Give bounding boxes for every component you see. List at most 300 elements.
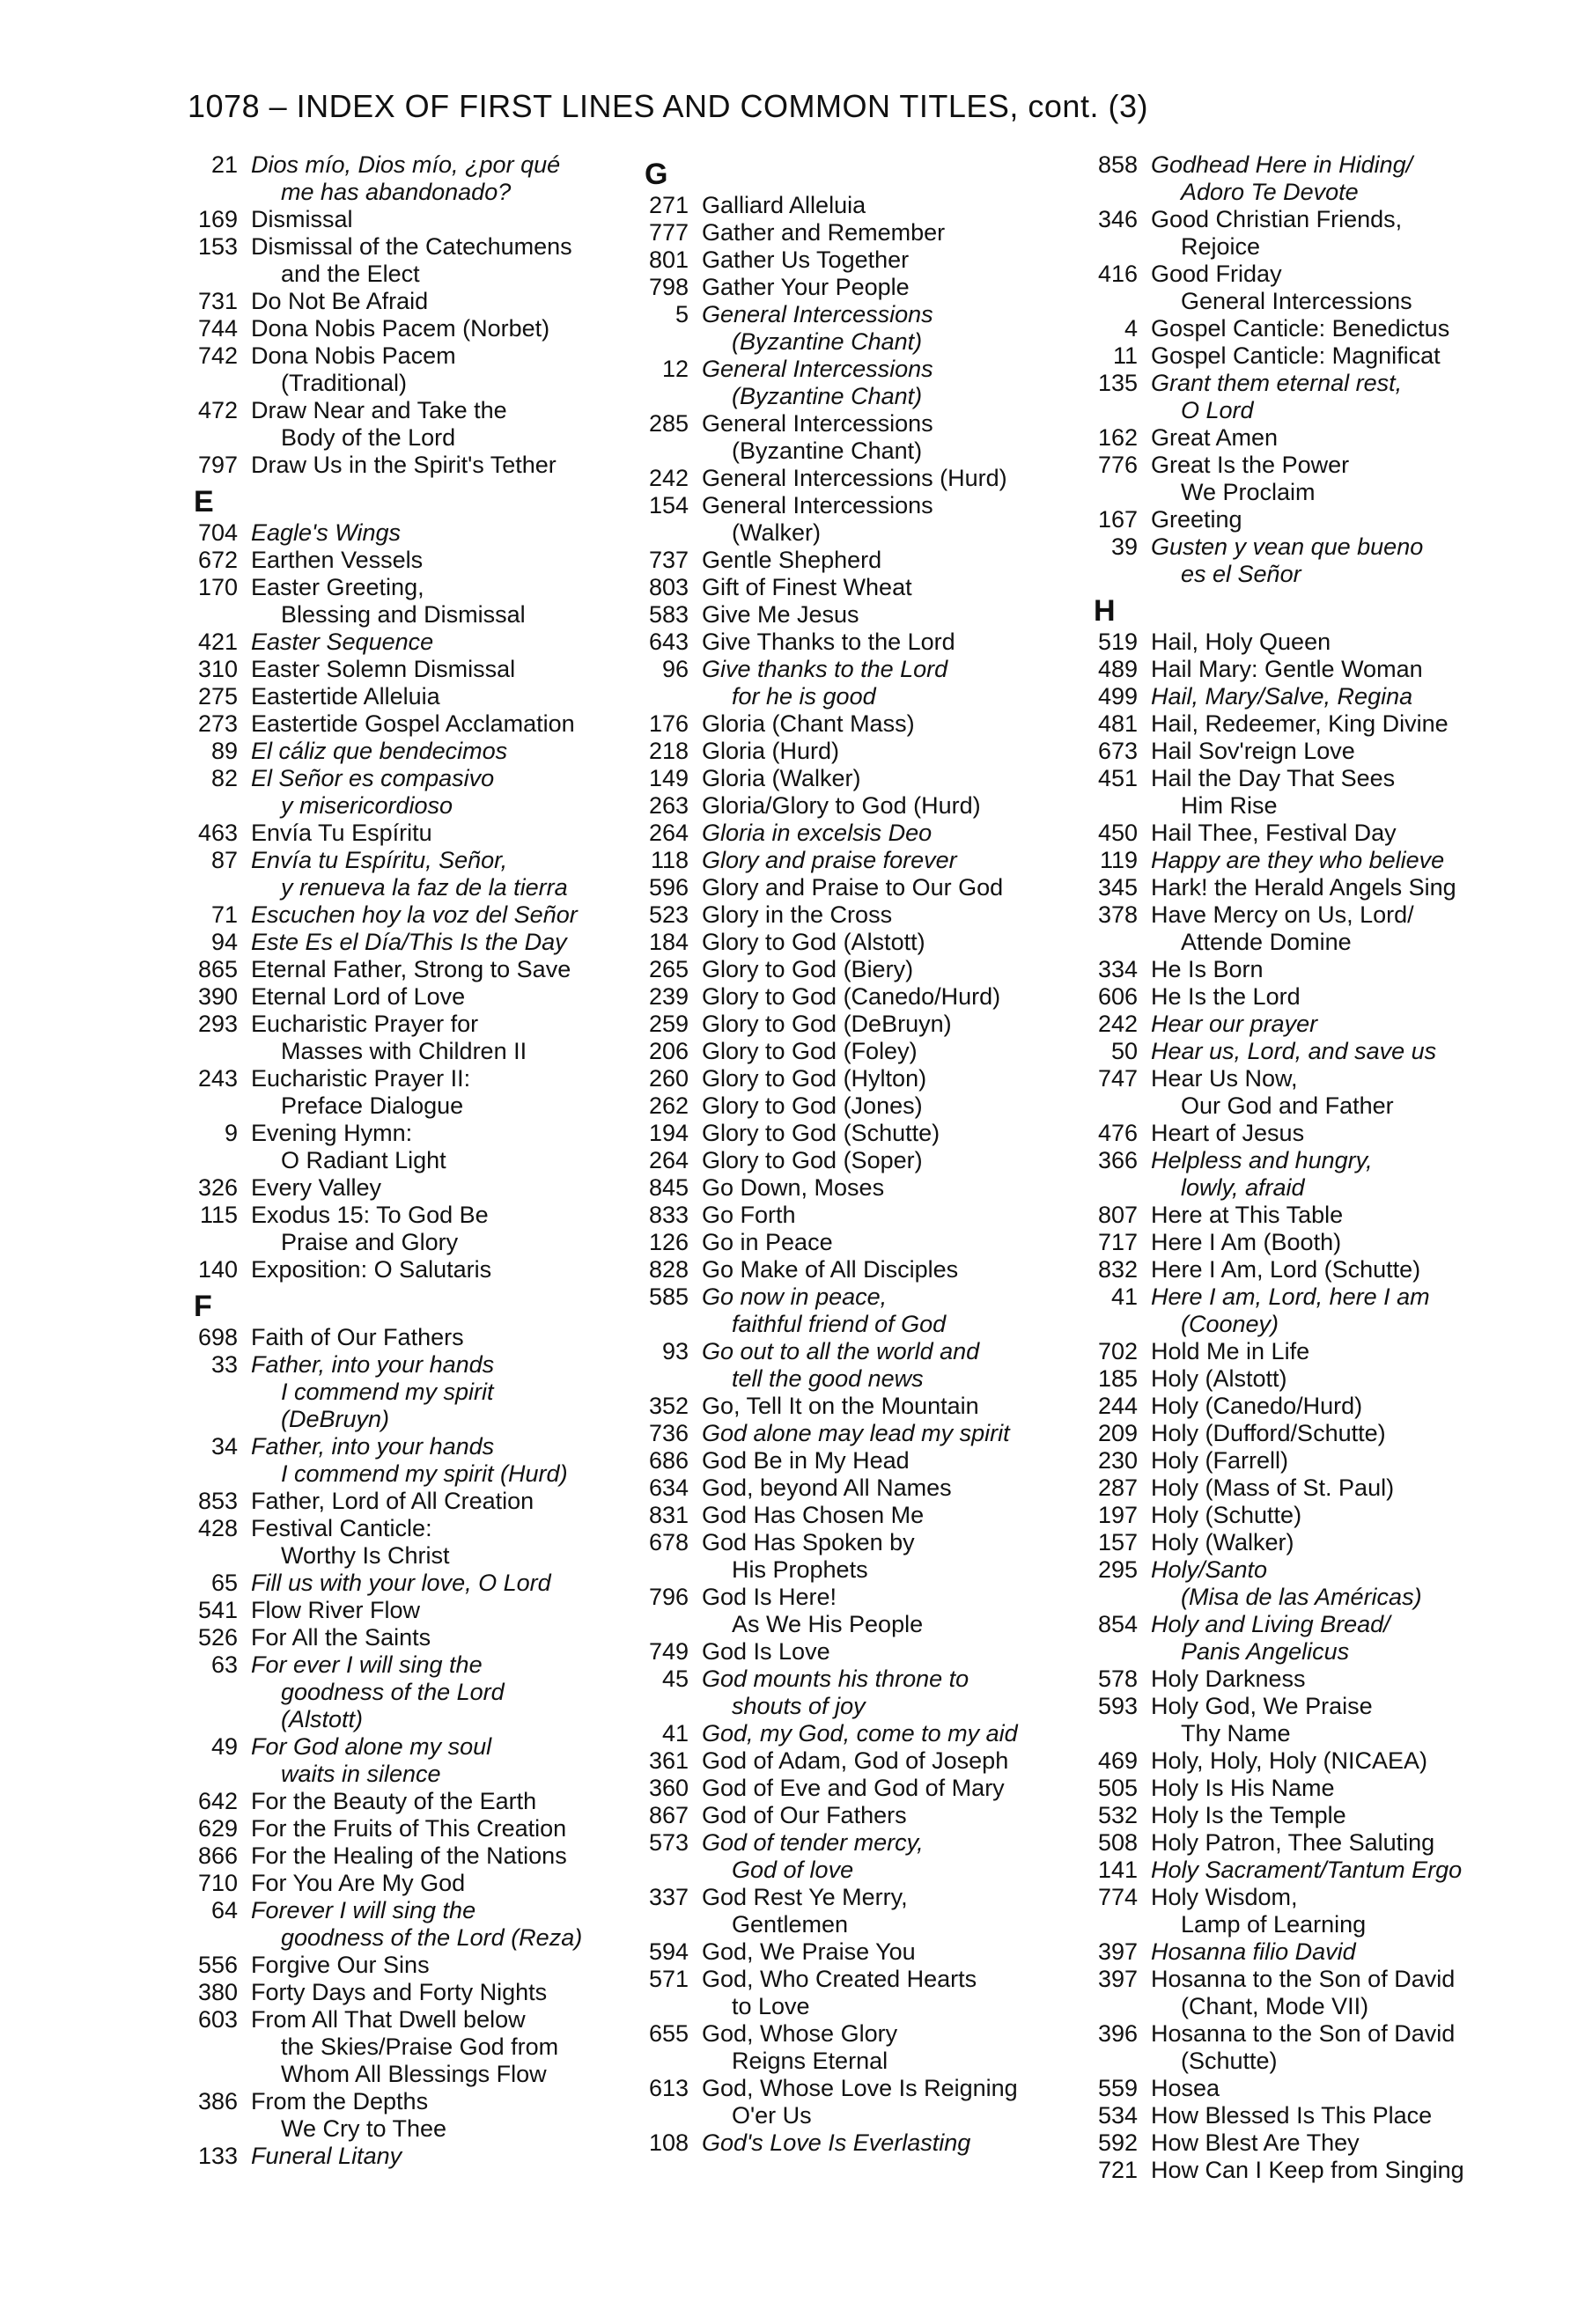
- index-entry: [1076, 874, 1552, 901]
- title-line: General Intercessions: [702, 410, 933, 437]
- index-entry: [627, 1202, 1102, 1229]
- hymn-title: [689, 356, 1089, 410]
- title-continuation: His Prophets: [732, 1556, 868, 1583]
- index-entry: [627, 1092, 1102, 1120]
- hymn-number: 833: [648, 1202, 689, 1228]
- index-entry: [176, 1433, 652, 1488]
- section-letter: F: [194, 1290, 212, 1323]
- title-continuation: (Walker): [732, 519, 821, 546]
- title-line: Hosea: [1151, 2075, 1220, 2101]
- index-entry: [627, 765, 1102, 792]
- index-entry: [627, 2075, 1102, 2129]
- hymn-number: 293: [197, 1011, 238, 1037]
- title-line: Glory to God (Alstott): [702, 929, 925, 955]
- hymn-title: [238, 929, 638, 956]
- title-line: Here at This Table: [1151, 1202, 1344, 1228]
- title-line: Go Forth: [702, 1202, 796, 1228]
- hymn-title: [1138, 315, 1538, 342]
- hymn-number: 157: [1097, 1529, 1138, 1555]
- index-entry: [176, 1570, 652, 1597]
- hymn-number: 541: [197, 1597, 238, 1623]
- hymn-number: 11: [1112, 342, 1138, 369]
- title-line: Father, Lord of All Creation: [251, 1488, 534, 1514]
- index-entry: [627, 1502, 1102, 1529]
- hymn-title: [689, 1447, 1089, 1475]
- index-column-2: [627, 151, 1102, 2157]
- hymn-number: 96: [661, 656, 689, 682]
- hymn-title: [689, 2075, 1089, 2129]
- hymn-number: 287: [1097, 1475, 1138, 1501]
- index-entry: [627, 1011, 1102, 1038]
- index-entry: [1076, 765, 1552, 820]
- hymn-number: 89: [210, 738, 238, 764]
- title-line: Give Thanks to the Lord: [702, 629, 955, 655]
- title-line: From All That Dwell below: [251, 2006, 526, 2033]
- title-continuation: to Love: [732, 1993, 810, 2019]
- title-line: Gospel Canticle: Benedictus: [1151, 315, 1450, 342]
- hymn-title: [238, 710, 638, 738]
- hymn-number: 450: [1097, 820, 1138, 846]
- hymn-title: [1138, 1147, 1538, 1202]
- hymn-title: [238, 233, 638, 288]
- hymn-title: [238, 1202, 638, 1256]
- title-continuation: (Alstott): [281, 1706, 364, 1732]
- index-entry: [176, 683, 652, 710]
- hymn-title: [1138, 261, 1538, 315]
- index-entry: [627, 1120, 1102, 1147]
- title-line: God, Who Created Hearts: [702, 1966, 977, 1992]
- title-line: He Is Born: [1151, 956, 1264, 982]
- index-entry: [176, 1733, 652, 1788]
- index-entry: [176, 1815, 652, 1842]
- index-entry: [1076, 1420, 1552, 1447]
- title-line: God, beyond All Names: [702, 1475, 952, 1501]
- hymn-number: 140: [197, 1256, 238, 1283]
- hymn-number: 698: [197, 1324, 238, 1350]
- title-line: General Intercessions: [702, 492, 933, 518]
- index-entry: [176, 519, 652, 547]
- index-entry: [627, 2020, 1102, 2075]
- hymn-title: [238, 1570, 638, 1597]
- title-continuation: Masses with Children II: [281, 1038, 527, 1064]
- hymn-title: [238, 315, 638, 342]
- hymn-number: 378: [1097, 901, 1138, 928]
- title-line: Hail Mary: Gentle Woman: [1151, 656, 1423, 682]
- hymn-title: [1138, 533, 1538, 588]
- hymn-number: 141: [1097, 1857, 1138, 1883]
- title-continuation: General Intercessions: [1181, 288, 1412, 314]
- title-line: God's Love Is Everlasting: [702, 2129, 971, 2156]
- title-line: Hail, Mary/Salve, Regina: [1151, 683, 1413, 710]
- hymn-title: [689, 874, 1089, 901]
- title-line: Godhead Here in Hiding/: [1151, 151, 1413, 178]
- title-line: Gather and Remember: [702, 219, 946, 246]
- title-line: Gloria (Chant Mass): [702, 710, 915, 737]
- index-entry: [1076, 1393, 1552, 1420]
- index-entry: [176, 397, 652, 452]
- hymn-title: [1138, 1666, 1538, 1693]
- hymn-number: 845: [648, 1174, 689, 1201]
- hymn-title: [689, 929, 1089, 956]
- hymn-title: [689, 547, 1089, 574]
- title-continuation: (DeBruyn): [281, 1406, 390, 1432]
- hymn-number: 642: [197, 1788, 238, 1814]
- hymn-title: [689, 246, 1089, 274]
- index-entry: [176, 2006, 652, 2088]
- index-entry: [1076, 738, 1552, 765]
- index-entry: [627, 629, 1102, 656]
- hymn-title: [1138, 820, 1538, 847]
- hymn-number: 108: [648, 2129, 689, 2156]
- hymn-number: 185: [1097, 1365, 1138, 1392]
- title-line: Holy, Holy, Holy (NICAEA): [1151, 1747, 1428, 1774]
- hymn-number: 736: [648, 1420, 689, 1446]
- hymn-number: 271: [648, 192, 689, 218]
- title-line: Eucharistic Prayer for: [251, 1011, 479, 1037]
- hymn-title: [1138, 1775, 1538, 1802]
- hymn-title: [238, 983, 638, 1011]
- hymn-title: [689, 1775, 1089, 1802]
- title-continuation: goodness of the Lord (Reza): [281, 1924, 583, 1951]
- title-continuation: Attende Domine: [1181, 929, 1352, 955]
- title-line: God Is Love: [702, 1638, 830, 1665]
- hymn-number: 717: [1097, 1229, 1138, 1255]
- index-entry: [176, 2143, 652, 2170]
- title-line: Funeral Litany: [251, 2143, 402, 2169]
- title-line: Hold Me in Life: [1151, 1338, 1310, 1364]
- hymn-title: [689, 601, 1089, 629]
- hymn-title: [689, 820, 1089, 847]
- title-continuation: Body of the Lord: [281, 424, 456, 451]
- title-line: Here I Am (Booth): [1151, 1229, 1342, 1255]
- hymn-number: 244: [1097, 1393, 1138, 1419]
- index-entry: [627, 1393, 1102, 1420]
- index-entry: [627, 246, 1102, 274]
- hymn-title: [1138, 1038, 1538, 1065]
- hymn-title: [238, 2088, 638, 2143]
- index-entry: [1076, 1857, 1552, 1884]
- hymn-number: 481: [1097, 710, 1138, 737]
- hymn-title: [238, 288, 638, 315]
- index-entry: [627, 1229, 1102, 1256]
- hymn-title: [689, 901, 1089, 929]
- index-entry: [627, 656, 1102, 710]
- title-line: Easter Sequence: [251, 629, 434, 655]
- title-line: God, Whose Glory: [702, 2020, 898, 2047]
- title-line: Hear us, Lord, and save us: [1151, 1038, 1437, 1064]
- title-line: Happy are they who believe: [1151, 847, 1445, 873]
- hymn-number: 71: [210, 901, 238, 928]
- index-entry: [1076, 820, 1552, 847]
- title-continuation: Our God and Father: [1181, 1092, 1394, 1119]
- hymn-title: [1138, 1229, 1538, 1256]
- title-line: Glory to God (Schutte): [702, 1120, 940, 1146]
- hymn-number: 45: [661, 1666, 689, 1692]
- index-entry: [627, 847, 1102, 874]
- index-column-1: [176, 151, 652, 2170]
- hymn-number: 21: [210, 151, 238, 178]
- hymn-number: 428: [197, 1515, 238, 1541]
- index-entry: [1076, 1202, 1552, 1229]
- hymn-number: 197: [1097, 1502, 1138, 1528]
- hymn-number: 526: [197, 1624, 238, 1651]
- index-entry: [627, 983, 1102, 1011]
- index-entry: [1076, 1611, 1552, 1666]
- title-line: Go now in peace,: [702, 1283, 888, 1310]
- hymn-number: 41: [661, 1720, 689, 1747]
- hymn-title: [1138, 1529, 1538, 1556]
- index-column-3: [1076, 151, 1552, 2184]
- hymn-number: 345: [1097, 874, 1138, 901]
- hymn-number: 749: [648, 1638, 689, 1665]
- hymn-number: 643: [648, 629, 689, 655]
- hymn-title: [1138, 370, 1538, 424]
- hymn-number: 559: [1097, 2075, 1138, 2101]
- index-entry: [1076, 847, 1552, 874]
- hymn-number: 831: [648, 1502, 689, 1528]
- hymn-number: 264: [648, 820, 689, 846]
- index-entry: [176, 983, 652, 1011]
- index-entry: [627, 738, 1102, 765]
- index-entry: [627, 710, 1102, 738]
- title-line: God of Eve and God of Mary: [702, 1775, 1005, 1801]
- hymn-number: 583: [648, 601, 689, 628]
- title-line: Hosanna to the Son of David: [1151, 2020, 1456, 2047]
- title-line: Greeting: [1151, 506, 1242, 533]
- title-line: Eucharistic Prayer II:: [251, 1065, 471, 1092]
- title-line: Hail Sov'reign Love: [1151, 738, 1355, 764]
- hymn-title: [689, 1666, 1089, 1720]
- hymn-number: 508: [1097, 1829, 1138, 1856]
- title-line: Easter Greeting,: [251, 574, 424, 600]
- title-continuation: Lamp of Learning: [1181, 1911, 1367, 1938]
- title-line: Escuchen hoy la voz del Señor: [251, 901, 578, 928]
- index-entry: [627, 1338, 1102, 1393]
- hymn-title: [689, 1120, 1089, 1147]
- title-line: Good Christian Friends,: [1151, 206, 1403, 232]
- hymn-number: 275: [197, 683, 238, 710]
- title-continuation: es el Señor: [1181, 561, 1301, 587]
- title-line: Flow River Flow: [251, 1597, 421, 1623]
- hymn-number: 4: [1124, 315, 1138, 342]
- hymn-number: 50: [1110, 1038, 1138, 1064]
- hymn-number: 265: [648, 956, 689, 982]
- title-continuation: lowly, afraid: [1181, 1174, 1305, 1201]
- title-line: Gather Your People: [702, 274, 910, 300]
- index-entry: [176, 710, 652, 738]
- hymn-title: [689, 1065, 1089, 1092]
- title-continuation: waits in silence: [281, 1761, 441, 1787]
- title-line: Glory to God (Foley): [702, 1038, 918, 1064]
- title-line: Give Me Jesus: [702, 601, 859, 628]
- hymn-title: [1138, 901, 1538, 956]
- hymn-title: [689, 219, 1089, 246]
- title-line: Helpless and hungry,: [1151, 1147, 1373, 1173]
- hymn-title: [238, 683, 638, 710]
- hymn-title: [689, 1092, 1089, 1120]
- index-entry: [627, 1775, 1102, 1802]
- index-entry: [1076, 1256, 1552, 1283]
- hymn-number: 807: [1097, 1202, 1138, 1228]
- title-line: Exodus 15: To God Be: [251, 1202, 489, 1228]
- hymn-number: 606: [1097, 983, 1138, 1010]
- title-line: God, my God, come to my aid: [702, 1720, 1018, 1747]
- hymn-title: [238, 1488, 638, 1515]
- title-line: Gloria/Glory to God (Hurd): [702, 792, 981, 819]
- title-line: Do Not Be Afraid: [251, 288, 429, 314]
- hymn-title: [689, 1938, 1089, 1966]
- index-entry: [627, 301, 1102, 356]
- hymn-title: [238, 1870, 638, 1897]
- title-line: Holy God, We Praise: [1151, 1693, 1373, 1719]
- index-entry: [627, 356, 1102, 410]
- hymn-title: [1138, 151, 1538, 206]
- title-continuation: Him Rise: [1181, 792, 1278, 819]
- title-line: Easter Solemn Dismissal: [251, 656, 516, 682]
- hymn-number: 867: [648, 1802, 689, 1828]
- hymn-number: 115: [199, 1202, 238, 1228]
- title-line: Forty Days and Forty Nights: [251, 1979, 548, 2005]
- hymn-number: 264: [648, 1147, 689, 1173]
- hymn-number: 149: [648, 765, 689, 791]
- section-letter: G: [645, 158, 668, 191]
- hymn-number: 828: [648, 1256, 689, 1283]
- title-line: God Rest Ye Merry,: [702, 1884, 908, 1910]
- index-entry: [627, 929, 1102, 956]
- hymn-number: 285: [648, 410, 689, 437]
- title-line: Glory to God (Canedo/Hurd): [702, 983, 1001, 1010]
- hymn-title: [238, 574, 638, 629]
- title-continuation: Reigns Eternal: [732, 2048, 888, 2074]
- title-continuation: shouts of joy: [732, 1693, 866, 1719]
- title-line: Every Valley: [251, 1174, 382, 1201]
- index-entry: [627, 547, 1102, 574]
- title-continuation: (Chant, Mode VII): [1181, 1993, 1369, 2019]
- hymn-number: 242: [648, 465, 689, 491]
- title-line: General Intercessions: [702, 301, 933, 327]
- title-line: Holy/Santo: [1151, 1556, 1268, 1583]
- index-entry: [176, 1065, 652, 1120]
- hymn-title: [1138, 2075, 1538, 2102]
- title-line: Festival Canticle:: [251, 1515, 432, 1541]
- hymn-number: 360: [648, 1775, 689, 1801]
- hymn-title: [1138, 2020, 1538, 2075]
- index-entry: [1076, 1693, 1552, 1747]
- hymn-title: [238, 1952, 638, 1979]
- index-entry: [627, 192, 1102, 219]
- hymn-number: 119: [1099, 847, 1138, 873]
- hymn-number: 672: [197, 547, 238, 573]
- hymn-number: 33: [210, 1351, 238, 1378]
- hymn-number: 776: [1097, 452, 1138, 478]
- hymn-number: 260: [648, 1065, 689, 1092]
- hymn-number: 655: [648, 2020, 689, 2047]
- title-continuation: tell the good news: [732, 1365, 924, 1392]
- hymn-title: [238, 1065, 638, 1120]
- title-line: Draw Near and Take the: [251, 397, 507, 423]
- hymn-title: [1138, 506, 1538, 533]
- title-continuation: Panis Angelicus: [1181, 1638, 1350, 1665]
- hymn-number: 262: [648, 1092, 689, 1119]
- hymn-number: 209: [1097, 1420, 1138, 1446]
- title-line: Great Is the Power: [1151, 452, 1350, 478]
- title-line: Evening Hymn:: [251, 1120, 413, 1146]
- hymn-title: [689, 1393, 1089, 1420]
- title-continuation: We Proclaim: [1181, 479, 1316, 505]
- index-entry: [627, 874, 1102, 901]
- index-entry: [176, 956, 652, 983]
- hymn-title: [689, 1829, 1089, 1884]
- title-line: Holy Patron, Thee Saluting: [1151, 1829, 1435, 1856]
- title-line: Holy and Living Bread/: [1151, 1611, 1390, 1637]
- hymn-title: [689, 1502, 1089, 1529]
- index-entry: [176, 1979, 652, 2006]
- title-line: Have Mercy on Us, Lord/: [1151, 901, 1414, 928]
- hymn-title: [238, 1324, 638, 1351]
- title-line: Holy (Walker): [1151, 1529, 1294, 1555]
- title-continuation: and the Elect: [281, 261, 420, 287]
- index-entry: [627, 901, 1102, 929]
- title-continuation: Praise and Glory: [281, 1229, 459, 1255]
- hymn-number: 334: [1097, 956, 1138, 982]
- index-entry: [176, 1174, 652, 1202]
- hymn-number: 796: [648, 1584, 689, 1610]
- title-line: Holy Is the Temple: [1151, 1802, 1346, 1828]
- index-entry: [1076, 1338, 1552, 1365]
- hymn-title: [1138, 629, 1538, 656]
- hymn-number: 386: [197, 2088, 238, 2114]
- index-entry: [176, 847, 652, 901]
- hymn-number: 866: [197, 1842, 238, 1869]
- hymn-title: [1138, 683, 1538, 710]
- index-entry: [1076, 1038, 1552, 1065]
- title-line: God Be in My Head: [702, 1447, 910, 1474]
- index-entry: [627, 1065, 1102, 1092]
- index-entry: [1076, 506, 1552, 533]
- hymn-number: 153: [197, 233, 238, 260]
- title-line: Gather Us Together: [702, 246, 910, 273]
- hymn-number: 337: [648, 1884, 689, 1910]
- hymn-number: 801: [648, 246, 689, 273]
- title-line: Earthen Vessels: [251, 547, 424, 573]
- hymn-title: [1138, 1693, 1538, 1747]
- index-entry: [1076, 2129, 1552, 2157]
- index-entry: [176, 574, 652, 629]
- index-entry: [1076, 1120, 1552, 1147]
- title-line: Good Friday: [1151, 261, 1282, 287]
- title-line: Dismissal: [251, 206, 353, 232]
- hymn-number: 49: [210, 1733, 238, 1760]
- hymn-title: [238, 1515, 638, 1570]
- hymn-number: 87: [210, 847, 238, 873]
- title-line: General Intercessions (Hurd): [702, 465, 1007, 491]
- title-line: Grant them eternal rest,: [1151, 370, 1403, 396]
- index-entry: [176, 2088, 652, 2143]
- index-entry: [176, 1324, 652, 1351]
- hymn-number: 346: [1097, 206, 1138, 232]
- hymn-title: [238, 820, 638, 847]
- hymn-number: 64: [210, 1897, 238, 1923]
- title-line: Hear Us Now,: [1151, 1065, 1298, 1092]
- hymn-number: 361: [648, 1747, 689, 1774]
- index-entry: [1076, 1447, 1552, 1475]
- hymn-number: 573: [648, 1829, 689, 1856]
- index-entry: [176, 1624, 652, 1651]
- hymn-title: [689, 1147, 1089, 1174]
- title-continuation: (Schutte): [1181, 2048, 1278, 2074]
- title-line: Hail, Holy Queen: [1151, 629, 1331, 655]
- hymn-number: 170: [197, 574, 238, 600]
